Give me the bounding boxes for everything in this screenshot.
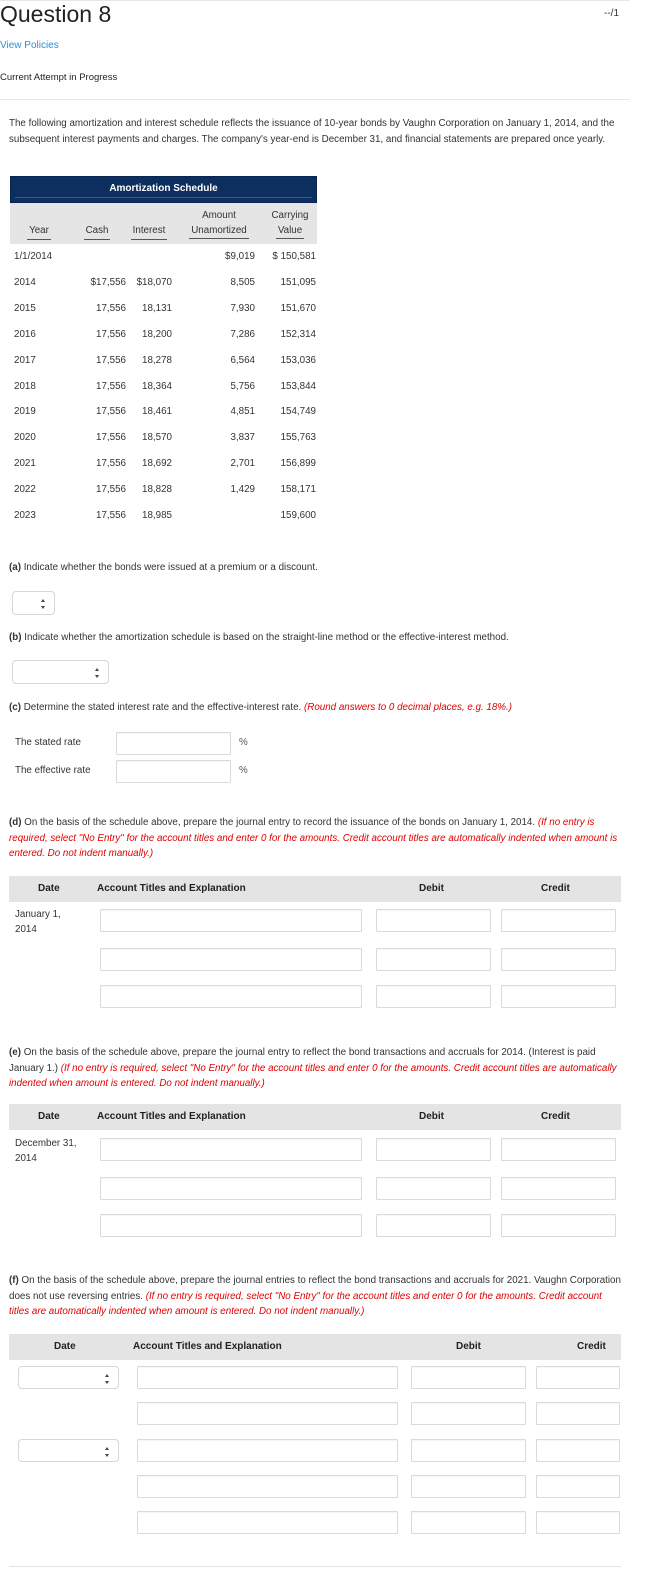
entry-d-credit-input-1[interactable] [501, 909, 616, 932]
bottom-rule [9, 1566, 621, 1567]
cell-cash: 17,556 [96, 380, 126, 392]
attempt-status: Current Attempt in Progress [0, 72, 118, 83]
cell-interest: 18,828 [142, 484, 172, 496]
schedule-row [10, 510, 317, 536]
stated-rate-input[interactable] [116, 732, 231, 755]
entry-e-credit-input-3[interactable] [501, 1214, 616, 1237]
schedule-row [10, 355, 317, 381]
cell-unamortized: 8,505 [230, 276, 255, 288]
entry-f-debit-input-3[interactable] [411, 1439, 526, 1462]
cell-carrying-value: 155,763 [280, 432, 316, 444]
cell-cash: 17,556 [96, 510, 126, 521]
cell-carrying-value: 154,749 [280, 406, 316, 418]
cell-interest: $18,070 [136, 276, 172, 288]
col-carrying-value: Carrying Value [265, 209, 315, 239]
schedule-row [10, 406, 317, 432]
entry-f-credit-input-5[interactable] [536, 1511, 620, 1534]
entry-f-account-input-3[interactable] [137, 1439, 398, 1462]
cell-unamortized: $9,019 [225, 251, 255, 262]
entry-e-account-input-1[interactable] [100, 1138, 362, 1161]
cell-cash: 17,556 [96, 302, 126, 314]
cell-interest: 18,131 [142, 302, 172, 314]
cell-year: 2018 [14, 380, 36, 392]
cell-year: 2019 [14, 406, 36, 418]
score: --/1 [604, 8, 619, 19]
schedule-row [10, 381, 317, 407]
entry-d-debit-input-3[interactable] [376, 985, 491, 1008]
entry-d-account-input-3[interactable] [100, 985, 362, 1008]
entry-f-account-input-2[interactable] [137, 1402, 398, 1425]
cell-cash: 17,556 [96, 354, 126, 366]
cell-year: 2020 [14, 432, 36, 444]
entry-f-account-input-1[interactable] [137, 1366, 398, 1389]
journal-header-f: Date Account Titles and Explanation Debit Credit [9, 1334, 621, 1360]
cell-unamortized: 3,837 [230, 432, 255, 444]
question-title: Question 8 [0, 1, 112, 27]
cell-cash: $17,556 [90, 276, 126, 288]
entry-f-account-input-5[interactable] [137, 1511, 398, 1534]
schedule-row [10, 329, 317, 355]
schedule-title: Amortization Schedule [10, 176, 317, 203]
journal-header-d: Date Account Titles and Explanation Debit Credit [9, 876, 621, 902]
select-arrows-icon [41, 599, 46, 609]
cell-year: 2017 [14, 354, 36, 366]
entry-f-credit-input-4[interactable] [536, 1475, 620, 1498]
part-b-prompt: (b) Indicate whether the amortization schedule is based on the straight-line method or the effective-interest method. [9, 632, 509, 643]
effective-rate-unit: % [239, 765, 248, 776]
col-year: Year [14, 224, 64, 240]
schedule-row [10, 251, 317, 277]
cell-cash: 17,556 [96, 432, 126, 444]
stated-rate-unit: % [239, 737, 248, 748]
cell-cash: 17,556 [96, 458, 126, 470]
cell-year: 2014 [14, 276, 36, 288]
cell-interest: 18,461 [142, 406, 172, 418]
entry-f-credit-input-2[interactable] [536, 1402, 620, 1425]
date-dec-31-2014: December 31, 2014 [15, 1138, 77, 1164]
part-a-prompt: (a) Indicate whether the bonds were issued at a premium or a discount. [9, 562, 318, 573]
entry-e-debit-input-3[interactable] [376, 1214, 491, 1237]
amortization-schedule [10, 176, 317, 521]
cell-interest: 18,278 [142, 354, 172, 366]
question-intro: The following amortization and interest schedule reflects the issuance of 10-year bonds by Vaughn Corporation on January 1, 2014, and the subsequent interest payments and charges. The company's year-end is December 31, and financial statements are prepared once yearly. [9, 118, 615, 145]
cell-cash: 17,556 [96, 484, 126, 496]
entry-e-credit-input-1[interactable] [501, 1138, 616, 1161]
schedule-row [10, 432, 317, 458]
schedule-row [10, 277, 317, 303]
divider [0, 99, 630, 100]
entry-e-account-input-3[interactable] [100, 1214, 362, 1237]
cell-year: 1/1/2014 [14, 251, 53, 262]
effective-rate-input[interactable] [116, 760, 231, 783]
stated-rate-label: The stated rate [15, 737, 81, 748]
cell-year: 2022 [14, 484, 36, 496]
cell-cash: 17,556 [96, 406, 126, 418]
col-cash: Cash [80, 224, 114, 240]
col-interest: Interest [126, 224, 172, 240]
cell-interest: 18,364 [142, 380, 172, 392]
schedule-column-headers [10, 203, 317, 244]
col-amount-unamortized: Amount Unamortized [184, 209, 254, 239]
cell-carrying-value: 158,171 [280, 484, 316, 496]
cell-interest: 18,692 [142, 458, 172, 470]
premium-discount-select[interactable] [12, 591, 55, 615]
cell-carrying-value: 152,314 [280, 328, 316, 340]
select-arrows-icon [95, 668, 100, 678]
entry-f-account-input-4[interactable] [137, 1475, 398, 1498]
part-e-prompt: (e) On the basis of the schedule above, prepare the journal entry to reflect the bond transactions and accruals for 2014. (Interest is paid January 1.) (If no entry is required, select "No Entry" for the account titles and enter 0 for the amounts. Credit account titles are automatically indented when amount is entered. Do not indent manually.) [9, 1047, 617, 1089]
schedule-row [10, 303, 317, 329]
entry-e-credit-input-2[interactable] [501, 1177, 616, 1200]
entry-e-debit-input-2[interactable] [376, 1177, 491, 1200]
entry-e-account-input-2[interactable] [100, 1177, 362, 1200]
cell-carrying-value: 151,095 [280, 276, 316, 288]
cell-cash: 17,556 [96, 328, 126, 340]
journal-header-e: Date Account Titles and Explanation Debit Credit [9, 1104, 621, 1130]
schedule-row [10, 458, 317, 484]
cell-unamortized: 1,429 [230, 484, 255, 496]
cell-year: 2016 [14, 328, 36, 340]
date-jan-1-2014: January 1, 2014 [15, 909, 61, 935]
cell-unamortized: 2,701 [230, 458, 255, 470]
entry-f-credit-input-3[interactable] [536, 1439, 620, 1462]
cell-carrying-value: 153,844 [280, 380, 316, 392]
cell-unamortized: 7,930 [230, 302, 255, 314]
view-policies-link[interactable]: View Policies [0, 40, 59, 51]
cell-interest: 18,200 [142, 328, 172, 340]
entry-d-account-input-2[interactable] [100, 948, 362, 971]
entry-f-debit-input-4[interactable] [411, 1475, 526, 1498]
entry-f-credit-input-1[interactable] [536, 1366, 620, 1389]
cell-unamortized: 4,851 [230, 406, 255, 418]
cell-unamortized: 7,286 [230, 328, 255, 340]
date-select-1[interactable] [18, 1366, 119, 1389]
schedule-row [10, 484, 317, 510]
effective-rate-label: The effective rate [15, 765, 91, 776]
cell-carrying-value: 151,670 [280, 302, 316, 314]
method-select[interactable] [12, 660, 109, 684]
entry-f-debit-input-1[interactable] [411, 1366, 526, 1389]
entry-d-debit-input-1[interactable] [376, 909, 491, 932]
cell-interest: 18,570 [142, 432, 172, 444]
select-arrows-icon [105, 1374, 110, 1384]
date-select-2[interactable] [18, 1439, 119, 1462]
cell-interest: 18,985 [142, 510, 172, 521]
cell-unamortized: 6,564 [230, 354, 255, 366]
entry-f-debit-input-5[interactable] [411, 1511, 526, 1534]
part-c-prompt: (c) Determine the stated interest rate and the effective-interest rate. (Round answers to 0 decimal places, e.g. 18%.) [9, 702, 513, 713]
entry-d-debit-input-2[interactable] [376, 948, 491, 971]
part-d-prompt: (d) On the basis of the schedule above, prepare the journal entry to record the issuance of the bonds on January 1, 2014. (If no entry is required, select "No Entry" for the account titles and enter 0 for the amounts. Credit account titles are automatically indented when amount is entered. Do not indent manually.) [9, 817, 618, 859]
cell-carrying-value: $ 150,581 [272, 251, 316, 262]
cell-carrying-value: 156,899 [280, 458, 316, 470]
cell-unamortized: 5,756 [230, 380, 255, 392]
select-arrows-icon [105, 1447, 110, 1457]
entry-e-debit-input-1[interactable] [376, 1138, 491, 1161]
entry-d-account-input-1[interactable] [100, 909, 362, 932]
cell-carrying-value: 153,036 [280, 354, 316, 366]
cell-year: 2021 [14, 458, 36, 470]
entry-f-debit-input-2[interactable] [411, 1402, 526, 1425]
entry-d-credit-input-3[interactable] [501, 985, 616, 1008]
part-f-prompt: (f) On the basis of the schedule above, prepare the journal entries to reflect the bond transactions and accruals for 2021. Vaughn Corporation does not use reversing entries. (If no entry is required, select "No Entry" for the account titles and enter 0 for the amounts. Credit account titles are automatically indented when amount is entered. Do not indent manually.) [9, 1275, 621, 1317]
cell-year: 2023 [14, 510, 36, 521]
entry-d-credit-input-2[interactable] [501, 948, 616, 971]
cell-carrying-value: 159,600 [280, 510, 316, 521]
cell-year: 2015 [14, 302, 36, 314]
